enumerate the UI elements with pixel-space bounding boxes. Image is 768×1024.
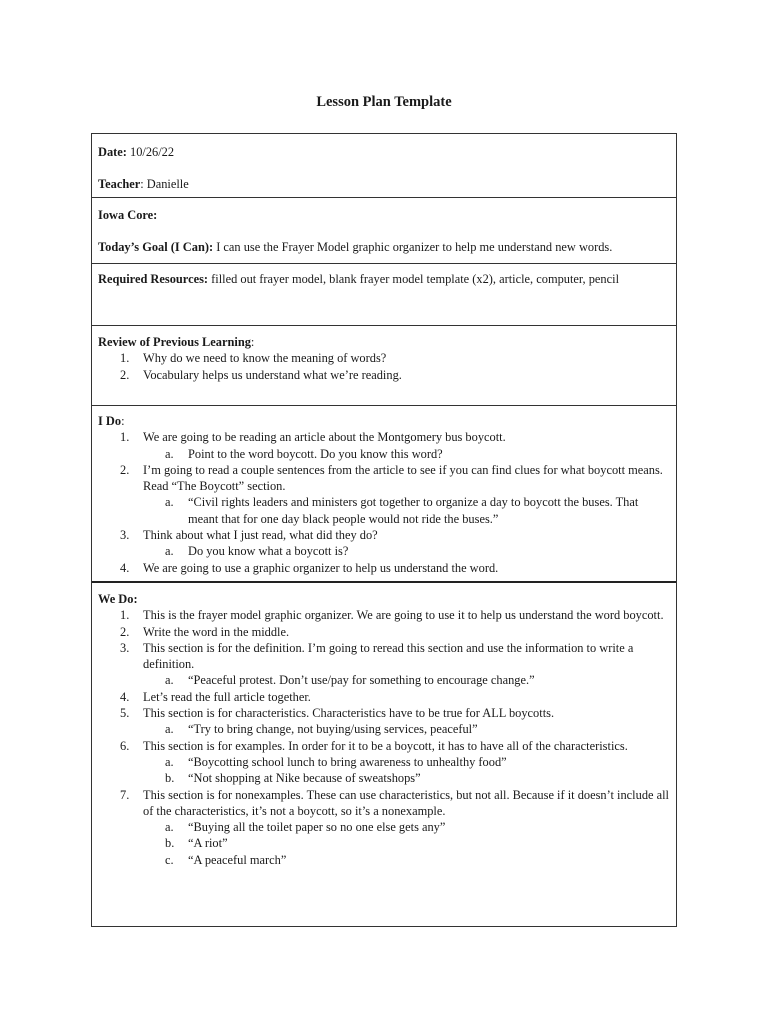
item-number: 5. xyxy=(120,706,130,721)
we-do-heading xyxy=(98,591,670,607)
review-suffix: : xyxy=(250,335,255,349)
sub-list-item xyxy=(98,852,670,868)
item-text: Vocabulary helps us understand what we’re reading. xyxy=(143,367,402,382)
sub-item-letter: a. xyxy=(165,673,174,688)
list-item xyxy=(98,607,670,623)
sub-item-text: “Civil rights leaders and ministers got together to organize a day to boycott the buses. That meant that for one day black people would not ride the buses.” xyxy=(188,495,639,526)
i-do-suffix: : xyxy=(121,414,125,428)
list-item xyxy=(98,689,670,705)
sub-item-text: “Peaceful protest. Don’t use/pay for something to encourage change.” xyxy=(188,673,535,688)
item-number: 2. xyxy=(120,462,130,477)
lesson-plan-table xyxy=(91,133,677,927)
sub-list-item xyxy=(98,672,670,688)
goal-line xyxy=(98,239,670,255)
sub-item-text: “A riot” xyxy=(188,836,228,851)
review-section xyxy=(92,326,676,406)
sub-item-letter: a. xyxy=(165,820,174,835)
item-number: 6. xyxy=(120,738,130,753)
item-text: Write the word in the middle. xyxy=(143,624,290,639)
item-text: This is the frayer model graphic organizer. We are going to use it to help us understand the word boycott. xyxy=(143,608,664,623)
resources-value: filled out frayer model, blank frayer model template (x2), article, computer, pencil xyxy=(211,272,620,286)
item-text: This section is for examples. In order for it to be a boycott, it has to have all of the characteristics. xyxy=(143,738,628,753)
list-item xyxy=(98,738,670,754)
list-item xyxy=(98,367,670,383)
sub-item-letter: a. xyxy=(165,495,174,510)
iowa-core-line xyxy=(98,207,670,223)
goal-label: Today’s Goal (I Can): xyxy=(98,240,214,255)
review-list xyxy=(98,350,670,383)
sub-item-text: Point to the word boycott. Do you know this word? xyxy=(188,446,443,461)
item-number: 4. xyxy=(120,689,130,704)
sub-list-item xyxy=(98,835,670,851)
list-item xyxy=(98,705,670,721)
item-text: Why do we need to know the meaning of words? xyxy=(143,351,387,366)
sub-item-letter: c. xyxy=(165,852,174,867)
teacher-line xyxy=(98,176,670,192)
we-do-list xyxy=(98,607,670,868)
sub-item-text: Do you know what a boycott is? xyxy=(188,544,349,559)
we-do-section xyxy=(92,583,676,926)
sub-item-letter: a. xyxy=(165,446,174,461)
page-title: Lesson Plan Template xyxy=(316,94,452,110)
item-text: This section is for nonexamples. These can use characteristics, but not all. Because if it doesn’t include all of the characteristics, it’s not a boycott, so it’s a nonexample. xyxy=(143,787,669,818)
item-text: Think about what I just read, what did they do? xyxy=(143,528,378,543)
list-item xyxy=(98,640,670,673)
goal-value: I can use the Frayer Model graphic organizer to help me understand new words. xyxy=(216,240,613,255)
date-value: 10/26/22 xyxy=(130,145,175,159)
i-do-label: I Do xyxy=(98,414,122,428)
date-label: Date: xyxy=(98,145,127,159)
list-item xyxy=(98,787,670,820)
sub-item-text: “Buying all the toilet paper so no one else gets any” xyxy=(188,820,446,835)
list-item xyxy=(98,624,670,640)
sub-list-item xyxy=(98,494,670,527)
item-text: This section is for characteristics. Characteristics have to be true for ALL boycotts. xyxy=(143,706,555,721)
sub-list-item xyxy=(98,770,670,786)
sub-item-text: “Boycotting school lunch to bring awareness to unhealthy food” xyxy=(188,754,507,769)
date-teacher-section xyxy=(92,134,676,198)
sub-list-item xyxy=(98,819,670,835)
teacher-value: : Danielle xyxy=(140,177,189,192)
list-item xyxy=(98,350,670,366)
i-do-section xyxy=(92,406,676,583)
core-goal-section xyxy=(92,198,676,264)
item-number: 1. xyxy=(120,430,130,445)
sub-item-letter: a. xyxy=(165,722,174,737)
item-number: 7. xyxy=(120,787,130,802)
iowa-core-label: Iowa Core: xyxy=(98,208,158,222)
sub-item-letter: a. xyxy=(165,754,174,769)
sub-item-text: “A peaceful march” xyxy=(188,852,287,867)
teacher-label: Teacher xyxy=(98,177,141,192)
list-item xyxy=(98,462,670,495)
item-text: I’m going to read a couple sentences from the article to see if you can find clues for what boycott means. Read “The Boycott” section. xyxy=(143,462,663,494)
sub-item-letter: a. xyxy=(165,544,174,559)
item-number: 1. xyxy=(120,608,130,623)
item-number: 2. xyxy=(120,367,130,382)
list-item xyxy=(98,429,670,445)
sub-item-letter: b. xyxy=(165,771,175,786)
item-number: 2. xyxy=(120,624,130,639)
sub-item-text: “Try to bring change, not buying/using services, peaceful” xyxy=(188,722,478,737)
sub-list-item xyxy=(98,754,670,770)
item-number: 3. xyxy=(120,528,130,543)
date-line xyxy=(98,144,670,160)
i-do-list xyxy=(98,429,670,576)
item-text: Let’s read the full article together. xyxy=(143,689,311,704)
resources-section xyxy=(92,264,676,326)
sub-list-item xyxy=(98,721,670,737)
list-item xyxy=(98,560,670,576)
review-label: Review of Previous Learning xyxy=(98,335,251,349)
we-do-label: We Do: xyxy=(98,592,138,606)
i-do-heading xyxy=(98,413,670,429)
sub-item-text: “Not shopping at Nike because of sweatshops” xyxy=(188,771,421,786)
item-number: 4. xyxy=(120,560,130,575)
review-heading xyxy=(98,334,670,350)
sub-item-letter: b. xyxy=(165,836,175,851)
item-text: This section is for the definition. I’m going to reread this section and use the information to write a definition. xyxy=(143,640,634,672)
resources-label: Required Resources: xyxy=(98,272,209,286)
item-text: We are going to use a graphic organizer to help us understand the word. xyxy=(143,560,499,575)
item-number: 1. xyxy=(120,351,130,366)
sub-list-item xyxy=(98,543,670,559)
item-text: We are going to be reading an article about the Montgomery bus boycott. xyxy=(143,430,506,445)
sub-list-item xyxy=(98,446,670,462)
resources-line xyxy=(98,271,670,287)
item-number: 3. xyxy=(120,640,130,655)
list-item xyxy=(98,527,670,543)
